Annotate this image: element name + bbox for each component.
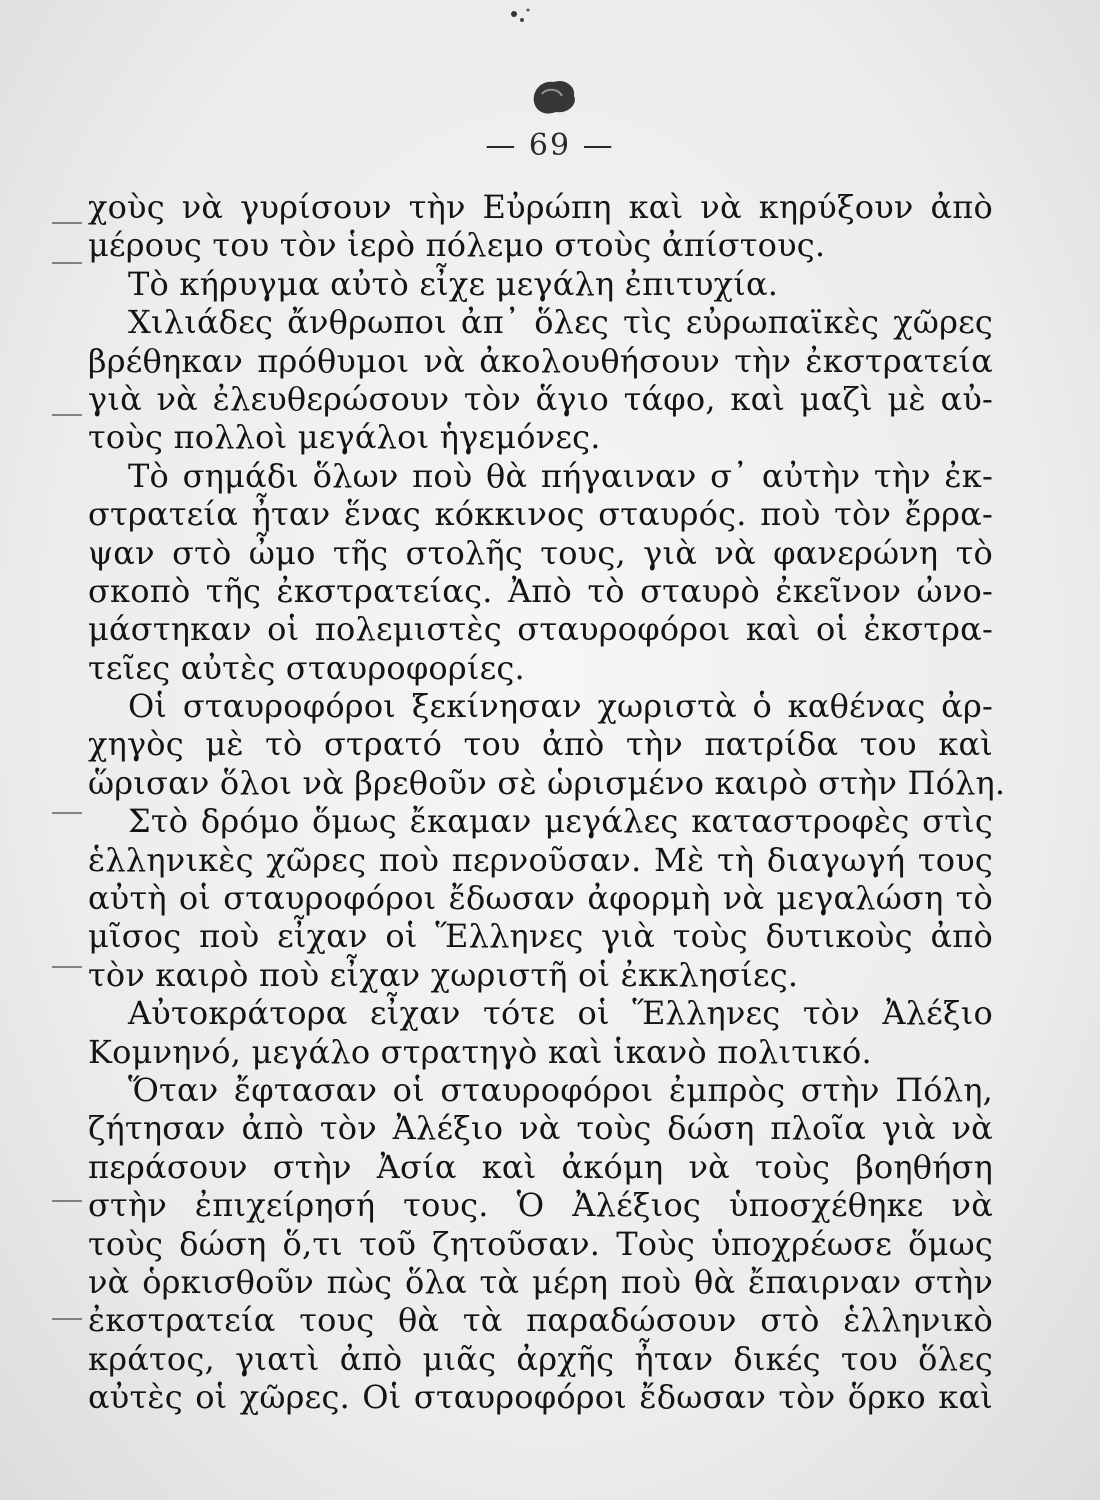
text-line: αὐτὴ οἱ σταυροφόροι ἔδωσαν ἀφορμὴ νὰ μεγαλώση τὸ — [88, 879, 993, 918]
text-line: ὥρισαν ὅλοι νὰ βρεθοῦν σὲ ὡρισμένο καιρὸ στὴν Πόλη. — [88, 763, 1006, 802]
text-line: Στὸ δρόμο ὅμως ἔκαμαν μεγάλες καταστροφὲς στὶς — [128, 802, 993, 841]
text-line: τοὺς πολλοὶ μεγάλοι ἡγεμόνες. — [88, 418, 601, 457]
text-line: Αὐτοκράτορα εἶχαν τότε οἱ Ἕλληνες τὸν Ἀλέξιο — [128, 994, 993, 1033]
text-line: γιὰ νὰ ἐλευθερώσουν τὸν ἅγιο τάφο, καὶ μαζὶ μὲ αὐ- — [88, 379, 993, 418]
text-line: Οἱ σταυροφόροι ξεκίνησαν χωριστὰ ὁ καθένας ἀρ- — [128, 687, 993, 726]
ink-speck — [500, 0, 540, 30]
page-number: — 69 — — [485, 128, 615, 163]
text-line: ζήτησαν ἀπὸ τὸν Ἀλέξιο νὰ τοὺς δώση πλοῖα γιὰ νὰ — [88, 1109, 993, 1148]
text-line: χηγὸς μὲ τὸ στρατό του ἀπὸ τὴν πατρίδα του καὶ — [88, 725, 993, 764]
text-line: βρέθηκαν πρόθυμοι νὰ ἀκολουθήσουν τὴν ἐκστρατεία — [88, 341, 993, 380]
text-line: μάστηκαν οἱ πολεμιστὲς σταυροφόροι καὶ οἱ ἐκστρα- — [88, 610, 993, 649]
text-line: ψαν στὸ ὦμο τῆς στολῆς τους, γιὰ νὰ φανερώνη τὸ — [88, 533, 993, 572]
margin-tick — [52, 222, 82, 224]
text-line: τεῖες αὐτὲς σταυροφορίες. — [88, 648, 525, 687]
text-line: ἑλληνικὲς χῶρες ποὺ περνοῦσαν. Μὲ τὴ διαγωγή τους — [88, 840, 993, 879]
text-line: σκοπὸ τῆς ἐκστρατείας. Ἀπὸ τὸ σταυρὸ ἐκεῖνον ὠνο- — [88, 571, 993, 610]
text-line: τοὺς δώση ὅ,τι τοῦ ζητοῦσαν. Τοὺς ὑποχρέωσε ὅμως — [88, 1224, 993, 1263]
text-line: μέρους του τὸν ἱερὸ πόλεμο στοὺς ἀπίστους. — [88, 226, 826, 265]
text-line: Τὸ σημάδι ὅλων ποὺ θὰ πήγαιναν σ᾽ αὐτὴν τὴν ἐκ- — [128, 456, 993, 495]
margin-tick — [52, 414, 82, 416]
text-line: αὐτὲς οἱ χῶρες. Οἱ σταυροφόροι ἔδωσαν τὸν ὅρκο καὶ — [88, 1378, 993, 1417]
margin-tick — [52, 1200, 82, 1202]
text-line: Χιλιάδες ἄνθρωποι ἀπ᾽ ὅλες τὶς εὐρωπαϊκὲς χῶρες — [128, 303, 993, 342]
margin-tick — [52, 262, 82, 264]
body-text — [88, 188, 1006, 1417]
margin-tick — [52, 812, 82, 814]
text-line: τὸν καιρὸ ποὺ εἶχαν χωριστῆ οἱ ἐκκλησίες. — [88, 955, 799, 994]
text-line: περάσουν στὴν Ἀσία καὶ ἀκόμη νὰ τοὺς βοηθήση — [88, 1147, 993, 1186]
ink-blot-mark — [528, 72, 580, 118]
text-line: νὰ ὁρκισθοῦν πὼς ὅλα τὰ μέρη ποὺ θὰ ἔπαιρναν στὴν — [88, 1262, 993, 1301]
text-line: Τὸ κήρυγμα αὐτὸ εἶχε μεγάλη ἐπιτυχία. — [128, 264, 779, 303]
margin-tick — [52, 1318, 82, 1320]
text-line: χοὺς νὰ γυρίσουν τὴν Εὐρώπη καὶ νὰ κηρύξουν ἀπὸ — [88, 188, 993, 226]
margin-tick — [52, 966, 82, 968]
text-line: Κομνηνό, μεγάλο στρατηγὸ καὶ ἱκανὸ πολιτικό. — [88, 1032, 872, 1071]
text-line: στὴν ἐπιχείρησή τους. Ὁ Ἀλέξιος ὑποσχέθηκε νὰ — [88, 1186, 993, 1225]
text-line: κράτος, γιατὶ ἀπὸ μιᾶς ἀρχῆς ἦταν δικές του ὅλες — [88, 1339, 993, 1378]
text-line: Ὅταν ἔφτασαν οἱ σταυροφόροι ἐμπρὸς στὴν Πόλη, — [128, 1070, 993, 1109]
text-line: ἐκστρατεία τους θὰ τὰ παραδώσουν στὸ ἑλληνικὸ — [88, 1301, 993, 1340]
text-line: μῖσος ποὺ εἶχαν οἱ Ἕλληνες γιὰ τοὺς δυτικοὺς ἀπὸ — [88, 917, 993, 956]
text-line: στρατεία ἦταν ἕνας κόκκινος σταυρός. ποὺ τὸν ἔρρα- — [88, 495, 993, 534]
